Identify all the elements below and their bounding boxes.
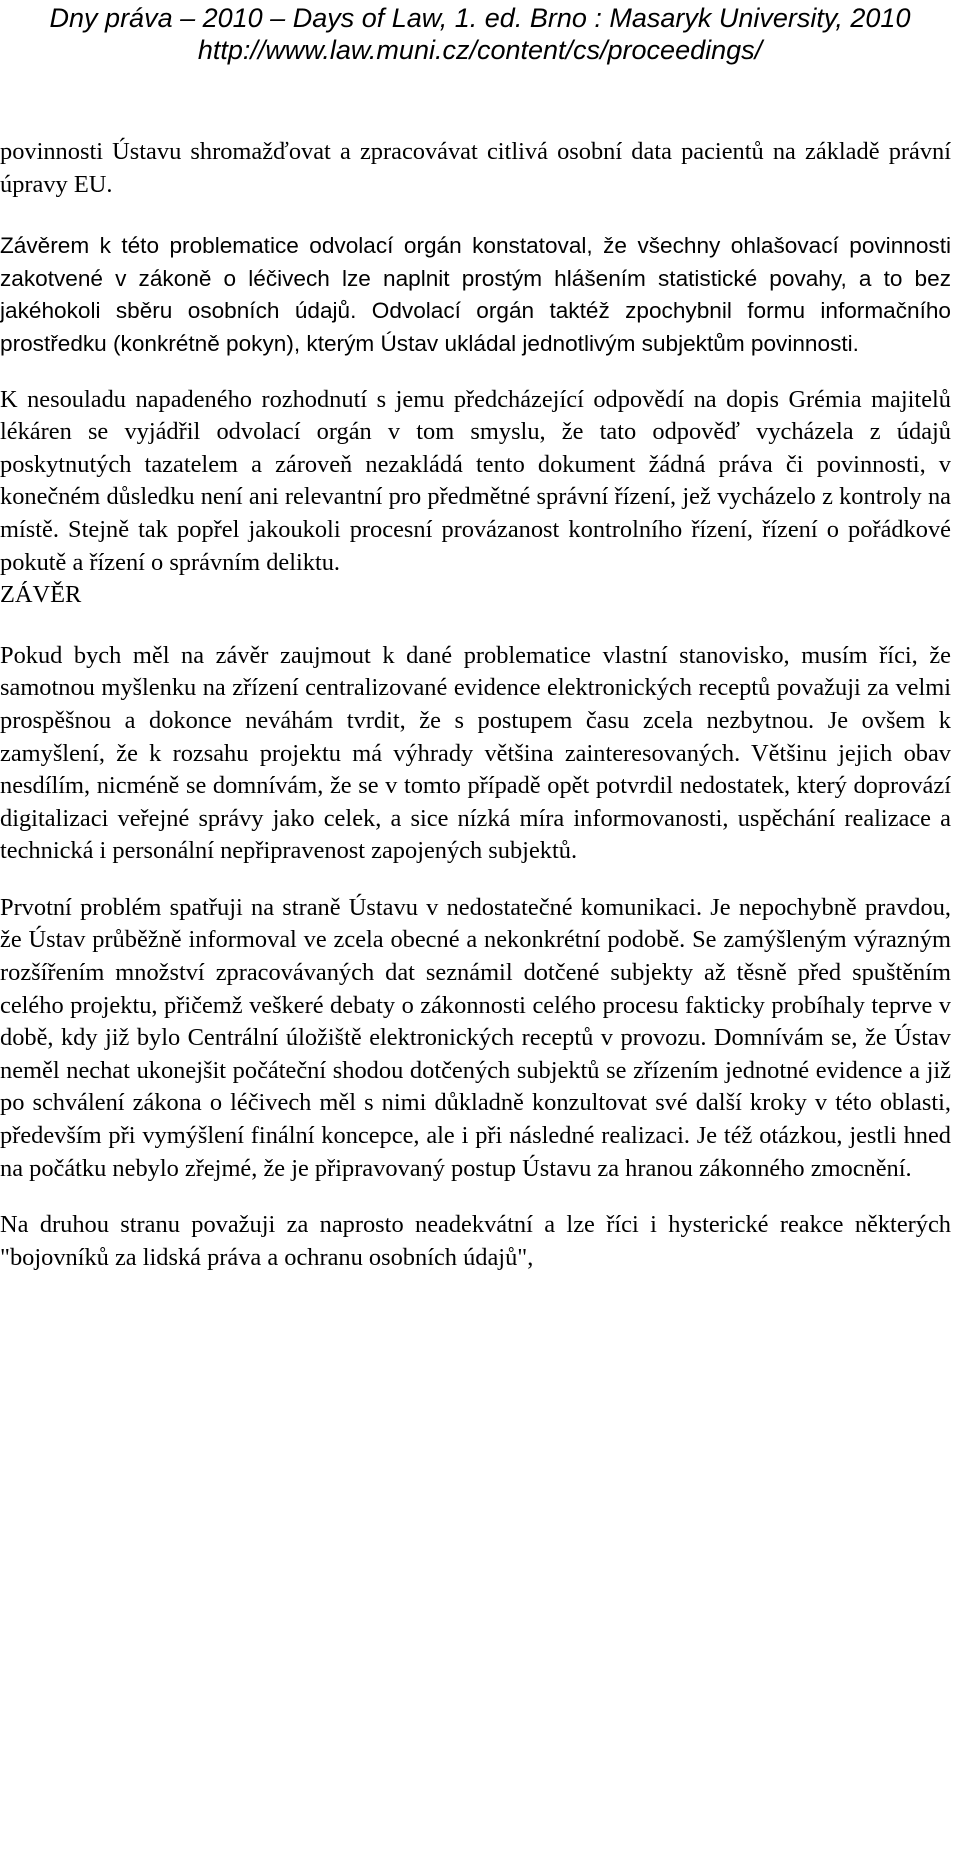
page-header [0,0,960,96]
header-proceedings-url: http://www.law.muni.cz/content/cs/proceedings/ [197,35,763,65]
paragraph-communication-problem: Prvotní problém spatřuji na straně Ústavu v nedostatečné komunikaci. Je nepochybně pravdou, že Ústav průběžně informoval ve zcela obecné a nekonkrétní podobě. Se zamýšleným výrazným rozšířením množství zpracovávaných dat seznámil dotčené subjekty až těsně před spuštěním celého projektu, přičemž veškeré debaty o zákonnosti celého procesu fakticky probíhaly teprve v době, kdy již bylo Centrální úložiště elektronických receptů v provozu. Domnívám se, že Ústav neměl nechat ukonejšit počáteční shodou dotčených subjektů se zřízením jednotné evidence a již po schválení zákona o léčivech měl s nimi důkladně konzultovat své další kroky v této oblasti, především při vymýšlení finální koncepce, ale i při následné realizaci. Je též otázkou, jestli hned na počátku nebylo zřejmé, že je připravovaný postup Ústavu za hranou zákonného zmocnění. [0,893,951,1182]
header-proceedings-title: Dny práva – 2010 – Days of Law, 1. ed. Brno : Masaryk University, 2010 [49,3,911,33]
paragraph-inconsistency: K nesouladu napadeného rozhodnutí s jemu předcházející odpovědí na dopis Grémia majitelů lékáren se vyjádřil odvolací orgán v tom smyslu, že tato odpověď vycházela z údajů poskytnutých tazatelem a zároveň nezakládá tento dokument žádná práva či povinnosti, v konečném důsledku není ani relevantní pro předmětné správní řízení, jež vycházelo z kontroly na místě. Stejně tak popřel jakoukoli procesní provázanost kontrolního řízení, řízení o pořádkové pokutě a řízení o správním deliktu. [0,385,951,576]
section-heading-conclusion: ZÁVĚR [0,581,82,609]
paragraph-appeal-conclusion: Závěrem k této problematice odvolací orgán konstatoval, že všechny ohlašovací povinnosti zakotvené v zákoně o léčivech lze naplnit prostým hlášením statistické povahy, a to bez jakéhokoli sběru osobních údajů. Odvolací orgán taktéž zpochybnil formu informačního prostředku (konkrétně pokyn), kterým Ústav ukládal jednotlivým subjektům povinnosti. [0,233,951,356]
paragraph-continuation: povinnosti Ústavu shromažďovat a zpracovávat citlivá osobní data pacientů na základě právní úpravy EU. [0,138,951,198]
paragraph-own-opinion: Pokud bych měl na závěr zaujmout k dané problematice vlastní stanovisko, musím říci, že samotnou myšlenku na zřízení centralizované evidence elektronických receptů považuji za velmi prospěšnou a dokonce neváhám tvrdit, že s postupem času zcela nezbytnou. Je ovšem k zamyšlení, že k rozsahu projektu má výhrady většina zainteresovaných. Většinu jejich obav nesdílím, nicméně se domnívám, že se v tomto případě opět potvrdil nedostatek, který doprovází digitalizaci veřejné správy jako celek, a sice nízká míra informovanosti, uspěchání realizace a technická i personální nepřipravenost zapojených subjektů. [0,641,951,865]
document-body [0,136,951,1274]
paragraph-reactions: Na druhou stranu považuji za naprosto neadekvátní a lze říci i hysterické reakce některých "bojovníků za lidská práva a ochranu osobních údajů", [0,1211,951,1271]
